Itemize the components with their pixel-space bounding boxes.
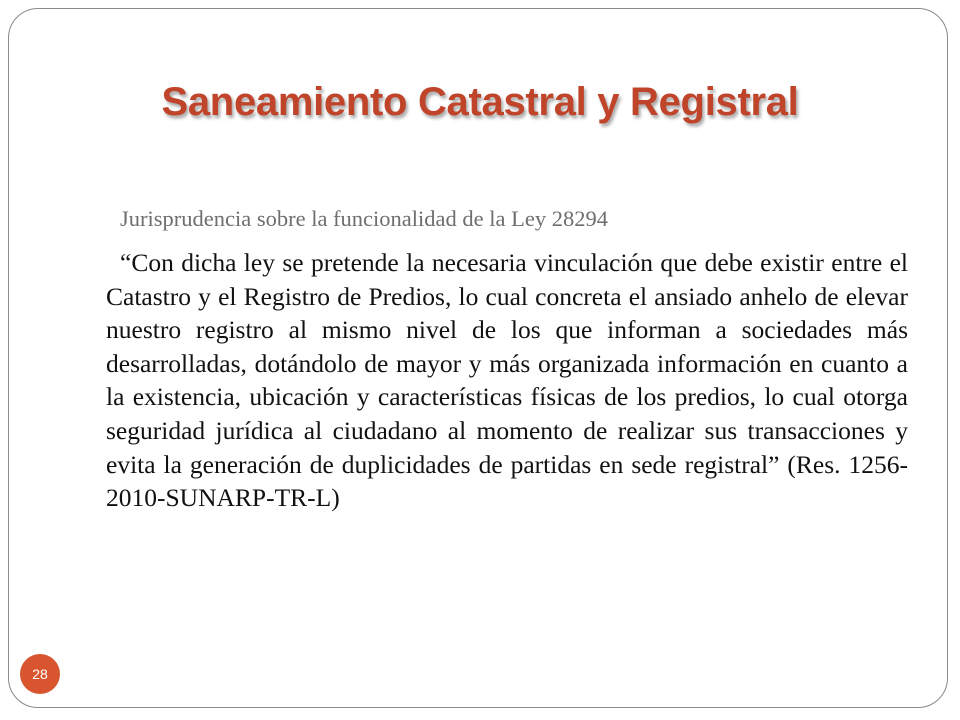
slide-title: Saneamiento Catastral y Registral bbox=[161, 80, 799, 124]
slide-subtitle: Jurisprudencia sobre la funcionalidad de la Ley 28294 bbox=[120, 206, 608, 231]
quote-paragraph: “Con dicha ley se pretende la necesaria vinculación que debe existir entre el Catastro y el Registro de Predios, lo cual concreta el ansiado anhelo de elevar nuestro registro al mismo nivel de los que informan a sociedades más desarrolladas, dotándolo de mayor y más organizada información en cuanto a la existencia, ubicación y características físicas de los predios, lo cual otorga seguridad jurídica al ciudadano al momento de realizar sus transacciones y evita la generación de duplicidades de partidas en sede registral” (Res. 1256-2010-SUNARP-TR-L) bbox=[106, 248, 908, 513]
page-number-badge: 28 bbox=[20, 654, 60, 694]
